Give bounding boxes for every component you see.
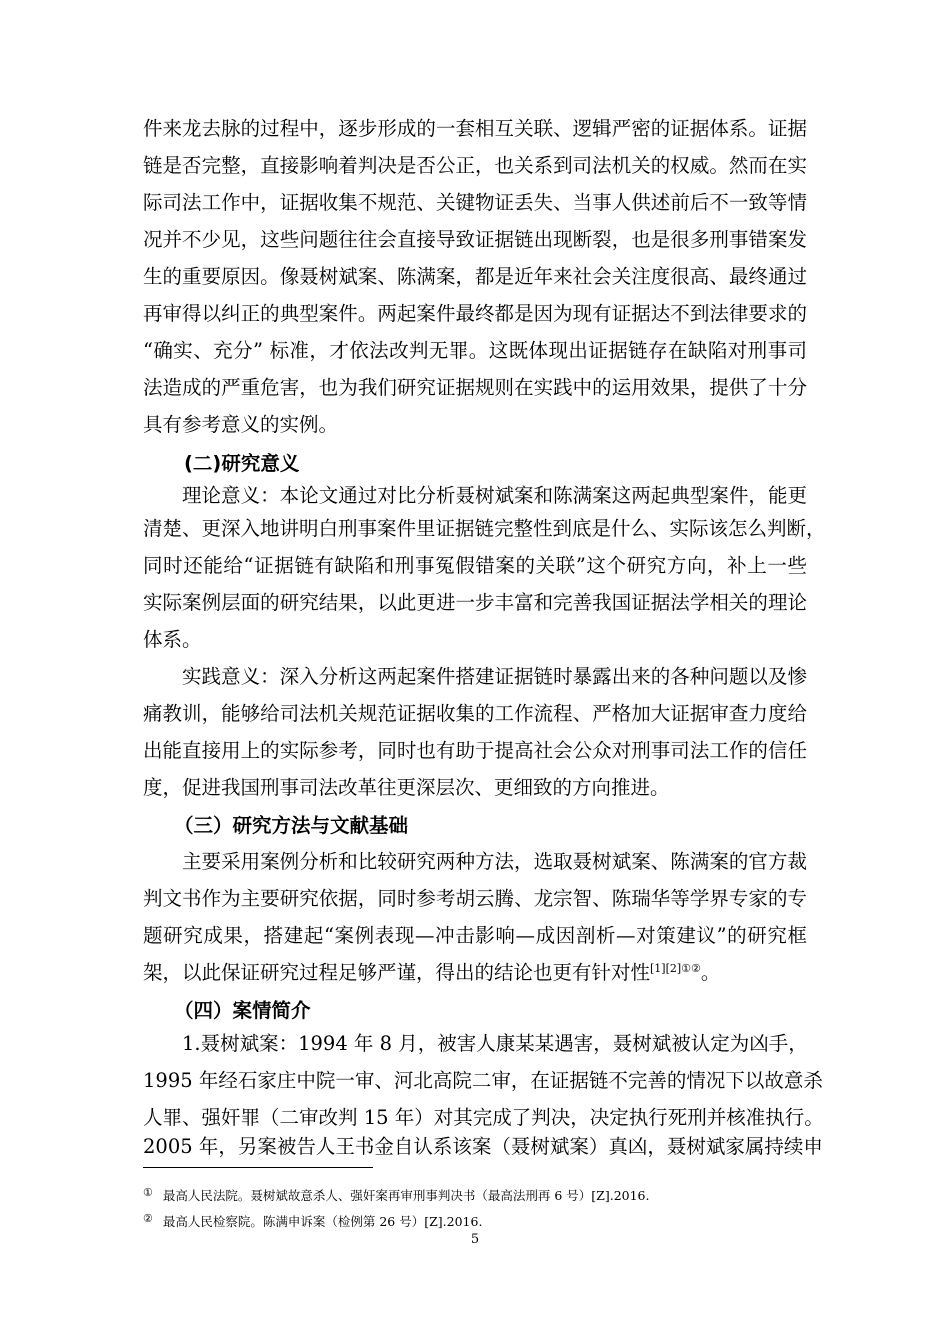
body-line: 痛教训，能够给司法机关规范证据收集的工作流程、严格加大证据审查力度给 [143,702,807,725]
footnote-divider [143,1167,373,1168]
page-number: 5 [470,1232,480,1247]
body-line: 际司法工作中，证据收集不规范、关键物证丢失、当事人供述前后不一致等情 [143,191,807,214]
footnote-text: 最高人民检察院。陈满申诉案（检例第 26 号）[Z].2016. [162,1214,483,1229]
body-line: 1995 年经石家庄中院一审、河北高院二审，在证据链不完善的情况下以故意杀 [143,1069,823,1092]
body-line: 实践意义：深入分析这两起案件搭建证据链时暴露出来的各种问题以及惨 [182,665,807,688]
body-line: 实际案例层面的研究结果，以此更进一步丰富和完善我国证据法学相关的理论 [143,591,807,614]
body-line: 具有参考意义的实例。 [143,413,339,436]
body-line: 再审得以纠正的典型案件。两起案件最终都是因为现有证据达不到法律要求的 [143,302,807,325]
body-line: 1.聂树斌案：1994 年 8 月，被害人康某某遇害，聂树斌被认定为凶手， [182,1032,808,1055]
section-heading: (二)研究意义 [184,452,300,475]
body-line: 主要采用案例分析和比较研究两种方法，选取聂树斌案、陈满案的官方裁 [182,850,807,873]
body-line: 法造成的严重危害，也为我们研究证据规则在实践中的运用效果，提供了十分 [143,376,807,399]
footnote-mark: ② [143,1212,153,1225]
body-line: 况并不少见，这些问题往往会直接导致证据链出现断裂，也是很多刑事错案发 [143,228,807,251]
body-line: 人罪、强奸罪（二审改判 15 年）对其完成了判决，决定执行死刑并核准执行。 [143,1106,824,1129]
footnote [143,1211,482,1230]
body-line: 2005 年，另案被告人王书金自认系该案（聂树斌案）真凶，聂树斌家属持续申 [143,1135,823,1158]
body-line: 度，促进我国刑事司法改革往更深层次、更细致的方向推进。 [143,776,670,799]
body-text: 。 [700,961,721,984]
body-line: 清楚、更深入地讲明白刑事案件里证据链完整性到底是什么、实际该怎么判断， [143,517,826,540]
footnote [143,1185,649,1204]
section-heading: （四）案情简介 [174,999,311,1022]
body-line: “确实、充分” 标准，才依法改判无罪。这既体现出证据链存在缺陷对刑事司 [143,339,807,362]
footnote-text: 最高人民法院。聂树斌故意杀人、强奸案再审刑事判决书（最高法刑再 6 号）[Z].2016. [162,1188,650,1203]
footnote-mark: ① [143,1186,153,1199]
body-text: 架，以此保证研究过程足够严谨，得出的结论也更有针对性 [143,961,651,984]
body-line [143,961,807,985]
body-line: 判文书作为主要研究依据，同时参考胡云腾、龙宗智、陈瑞华等学界专家的专 [143,887,807,910]
body-line: 题研究成果，搭建起“案例表现—冲击影响—成因剖析—对策建议”的研究框 [143,924,807,947]
body-line: 体系。 [143,628,202,651]
body-line: 件来龙去脉的过程中，逐步形成的一套相互关联、逻辑严密的证据体系。证据 [143,117,807,140]
body-line: 链是否完整，直接影响着判决是否公正，也关系到司法机关的权威。然而在实 [143,154,807,177]
body-line: 同时还能给“证据链有缺陷和刑事冤假错案的关联”这个研究方向，补上一些 [143,554,807,577]
section-heading: （三）研究方法与文献基础 [174,814,409,837]
body-line: 理论意义：本论文通过对比分析聂树斌案和陈满案这两起典型案件，能更 [182,484,807,507]
body-line: 生的重要原因。像聂树斌案、陈满案，都是近年来社会关注度很高、最终通过 [143,265,807,288]
body-line: 出能直接用上的实际参考，同时也有助于提高社会公众对刑事司法工作的信任 [143,739,807,762]
citation-refs[interactable]: [1][2]①② [650,962,701,975]
